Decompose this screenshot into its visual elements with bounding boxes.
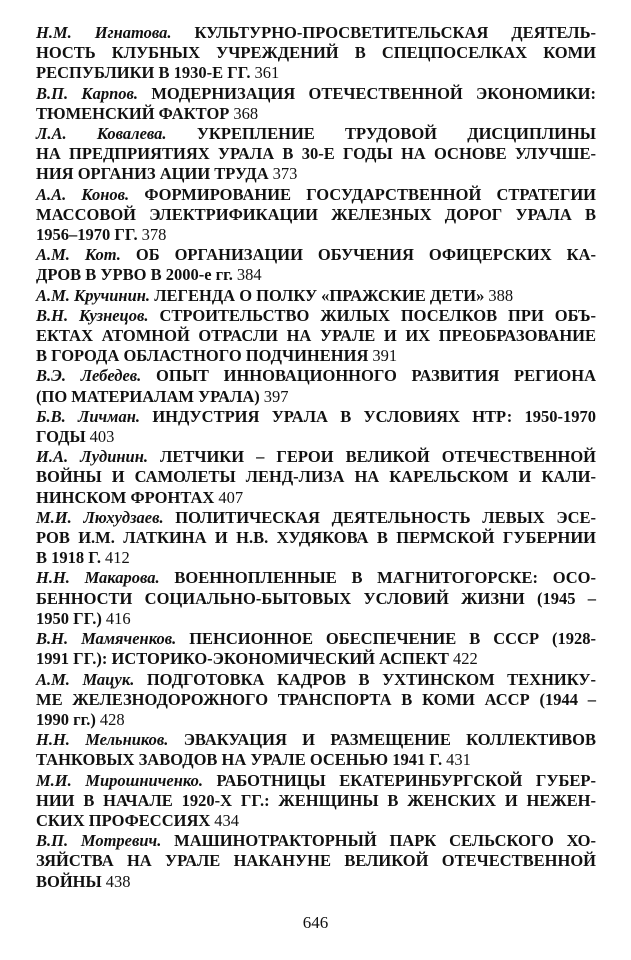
- toc-page-ref: 403: [89, 427, 115, 447]
- toc-author: В.П. Мотревич.: [36, 831, 162, 851]
- toc-entry: [36, 568, 596, 629]
- toc-page-ref: 431: [446, 750, 471, 770]
- toc-last-line: А.М. Кручинин. ЛЕГЕНДА О ПОЛКУ «ПРАЖСКИЕ ДЕТИ» 388: [36, 285, 514, 305]
- toc-title-line: ЗЯЙСТВА НА УРАЛЕ НАКАНУНЕ ВЕЛИКОЙ ОТЕЧЕСТВЕННОЙ: [36, 851, 596, 871]
- toc-author: В.Н. Мамяченков.: [36, 629, 177, 649]
- toc-last-line: 1956–1970 ГГ. 378: [36, 225, 167, 245]
- toc-page-ref: 384: [236, 265, 262, 285]
- toc-author: Л.А. Ковалева.: [36, 124, 167, 144]
- toc-page-ref: 438: [105, 871, 131, 891]
- toc-title-line: А.М. Мацук. ПОДГОТОВКА КАДРОВ В УХТИНСКОМ ТЕХНИКУ-: [36, 669, 596, 689]
- toc-page-ref: 416: [105, 608, 131, 628]
- toc-title-line: В.Н. Мамяченков. ПЕНСИОННОЕ ОБЕСПЕЧЕНИЕ В СССР (1928-: [36, 629, 596, 649]
- toc-title-line: В.Э. Лебедев. ОПЫТ ИННОВАЦИОННОГО РАЗВИТИЯ РЕГИОНА: [36, 366, 596, 386]
- toc-entry: [36, 831, 596, 892]
- toc-author: Н.Н. Макарова.: [36, 568, 160, 588]
- toc-title-line: ЕКТАХ АТОМНОЙ ОТРАСЛИ НА УРАЛЕ И ИХ ПРЕОБРАЗОВАНИЕ: [36, 326, 596, 346]
- toc-author: А.М. Кот.: [36, 245, 121, 265]
- page-number: 646: [302, 913, 329, 932]
- toc-author: М.И. Мирошниченко.: [36, 770, 203, 790]
- toc-title-line: МАССОВОЙ ЭЛЕКТРИФИКАЦИИ ЖЕЛЕЗНЫХ ДОРОГ УРАЛА В: [36, 204, 596, 224]
- toc-last-line: НИЯ ОРГАНИЗ АЦИИ ТРУДА 373: [36, 164, 298, 184]
- toc-entry: [36, 730, 596, 770]
- toc-last-line: 1990 гг.) 428: [36, 709, 125, 729]
- toc-page-ref: 428: [99, 709, 125, 729]
- toc-list: [36, 23, 596, 892]
- toc-author: А.А. Конов.: [36, 184, 130, 204]
- toc-last-line: НИНСКОМ ФРОНТАХ 407: [36, 487, 244, 507]
- toc-author: В.Э. Лебедев.: [36, 366, 142, 386]
- toc-page-ref: 407: [218, 487, 244, 507]
- toc-title-line: Б.В. Личман. ИНДУСТРИЯ УРАЛА В УСЛОВИЯХ НТР: 1950-1970: [36, 406, 597, 426]
- toc-page-ref: 422: [452, 649, 478, 669]
- toc-title-line: В.Н. Кузнецов. СТРОИТЕЛЬСТВО ЖИЛЫХ ПОСЕЛКОВ ПРИ ОБЪ-: [36, 305, 596, 325]
- toc-entry: [36, 447, 596, 508]
- toc-author: М.И. Люхудзаев.: [36, 507, 164, 527]
- toc-entry: [36, 670, 596, 731]
- toc-author: Б.В. Личман.: [36, 406, 141, 426]
- toc-last-line: ДРОВ В УРВО В 2000-е гг. 384: [36, 265, 262, 285]
- toc-last-line: В ГОРОДА ОБЛАСТНОГО ПОДЧИНЕНИЯ 391: [36, 346, 398, 366]
- toc-last-line: СКИХ ПРОФЕССИЯХ 434: [36, 810, 240, 830]
- toc-last-line: (ПО МАТЕРИАЛАМ УРАЛА) 397: [36, 386, 289, 406]
- toc-title-line: Л.А. Ковалева. УКРЕПЛЕНИЕ ТРУДОВОЙ ДИСЦИПЛИНЫ: [36, 124, 596, 144]
- toc-page-ref: 434: [214, 810, 240, 830]
- toc-title-line: Н.Н. Макарова. ВОЕННОПЛЕННЫЕ В МАГНИТОГОРСКЕ: ОСО-: [36, 568, 596, 588]
- toc-last-line: 1991 ГГ.): ИСТОРИКО-ЭКОНОМИЧЕСКИЙ АСПЕКТ 422: [36, 649, 478, 669]
- toc-title-line: Н.Н. Мельников. ЭВАКУАЦИЯ И РАЗМЕЩЕНИЕ КОЛЛЕКТИВОВ: [36, 730, 596, 750]
- toc-page-ref: 361: [254, 63, 280, 83]
- toc-title-line: И.А. Лудинин. ЛЕТЧИКИ – ГЕРОИ ВЕЛИКОЙ ОТЕЧЕСТВЕННОЙ: [36, 447, 596, 467]
- toc-title-line: НИИ В НАЧАЛЕ 1920-Х ГГ.: ЖЕНЩИНЫ В ЖЕНСКИХ И НЕЖЕН-: [36, 790, 596, 810]
- toc-last-line: 1950 ГГ.) 416: [36, 608, 131, 628]
- toc-author: Н.Н. Мельников.: [36, 730, 169, 750]
- toc-title-line: А.М. Кот. ОБ ОРГАНИЗАЦИИ ОБУЧЕНИЯ ОФИЦЕРСКИХ КА-: [36, 245, 596, 265]
- toc-entry: [36, 771, 596, 832]
- toc-author: А.М. Мацук.: [36, 669, 135, 689]
- toc-entry: [36, 23, 596, 84]
- toc-entry: [36, 306, 596, 367]
- toc-entry: [36, 286, 596, 306]
- toc-last-line: ТЮМЕНСКИЙ ФАКТОР 368: [36, 103, 259, 123]
- toc-entry: [36, 245, 596, 285]
- toc-title-line: НОСТЬ КЛУБНЫХ УЧРЕЖДЕНИЙ В СПЕЦПОСЕЛКАХ КОМИ: [36, 43, 596, 63]
- toc-title-line: НА ПРЕДПРИЯТИЯХ УРАЛА В 30-Е ГОДЫ НА ОСНОВЕ УЛУЧШЕ-: [36, 144, 596, 164]
- toc-title-line: В.П. Карпов. МОДЕРНИЗАЦИЯ ОТЕЧЕСТВЕННОЙ ЭКОНОМИКИ:: [36, 83, 597, 103]
- toc-title-line: Н.М. Игнатова. КУЛЬТУРНО-ПРОСВЕТИТЕЛЬСКАЯ ДЕЯТЕЛЬ-: [36, 23, 597, 42]
- toc-author: Н.М. Игнатова.: [36, 23, 172, 42]
- toc-last-line: В 1918 Г. 412: [36, 548, 130, 568]
- toc-entry: [36, 407, 596, 447]
- toc-title-line: В.П. Мотревич. МАШИНОТРАКТОРНЫЙ ПАРК СЕЛЬСКОГО ХО-: [36, 831, 596, 851]
- toc-last-line: РЕСПУБЛИКИ В 1930-Е ГГ. 361: [36, 63, 280, 83]
- toc-entry: [36, 508, 596, 569]
- toc-author: В.П. Карпов.: [36, 83, 139, 103]
- toc-title-line: БЕННОСТИ СОЦИАЛЬНО-БЫТОВЫХ УСЛОВИЙ ЖИЗНИ (1945 –: [36, 588, 596, 608]
- toc-page-ref: 368: [233, 103, 259, 123]
- toc-page-ref: 388: [488, 285, 514, 305]
- toc-title-line: М.И. Люхудзаев. ПОЛИТИЧЕСКАЯ ДЕЯТЕЛЬНОСТЬ ЛЕВЫХ ЭСЕ-: [36, 507, 597, 527]
- toc-title-line: ВОЙНЫ И САМОЛЕТЫ ЛЕНД-ЛИЗА НА КАРЕЛЬСКОМ И КАЛИ-: [36, 467, 596, 487]
- toc-author: А.М. Кручинин.: [36, 285, 151, 305]
- toc-entry: [36, 629, 596, 669]
- toc-last-line: ТАНКОВЫХ ЗАВОДОВ НА УРАЛЕ ОСЕНЬЮ 1941 Г. 431: [36, 750, 471, 770]
- toc-title-line: РОВ И.М. ЛАТКИНА И Н.В. ХУДЯКОВА В ПЕРМСКОЙ ГУБЕРНИИ: [36, 528, 596, 548]
- toc-title-line: МЕ ЖЕЛЕЗНОДОРОЖНОГО ТРАНСПОРТА В КОМИ АССР (1944 –: [36, 689, 596, 709]
- toc-entry: [36, 185, 596, 246]
- toc-title-line: А.А. Конов. ФОРМИРОВАНИЕ ГОСУДАРСТВЕННОЙ СТРАТЕГИИ: [36, 184, 596, 204]
- toc-entry: [36, 124, 596, 185]
- toc-entry: [36, 366, 596, 406]
- toc-last-line: ГОДЫ 403: [36, 427, 115, 447]
- toc-author: И.А. Лудинин.: [36, 447, 149, 467]
- toc-author: В.Н. Кузнецов.: [36, 305, 149, 325]
- toc-page-ref: 378: [141, 225, 167, 245]
- toc-page-ref: 391: [372, 346, 398, 366]
- toc-entry: [36, 84, 596, 124]
- toc-last-line: ВОЙНЫ 438: [36, 871, 131, 891]
- toc-page-ref: 373: [272, 164, 298, 184]
- toc-page-ref: 412: [105, 548, 130, 568]
- toc-title-line: М.И. Мирошниченко. РАБОТНИЦЫ ЕКАТЕРИНБУРГСКОЙ ГУБЕР-: [36, 770, 596, 790]
- toc-page-ref: 397: [263, 386, 289, 406]
